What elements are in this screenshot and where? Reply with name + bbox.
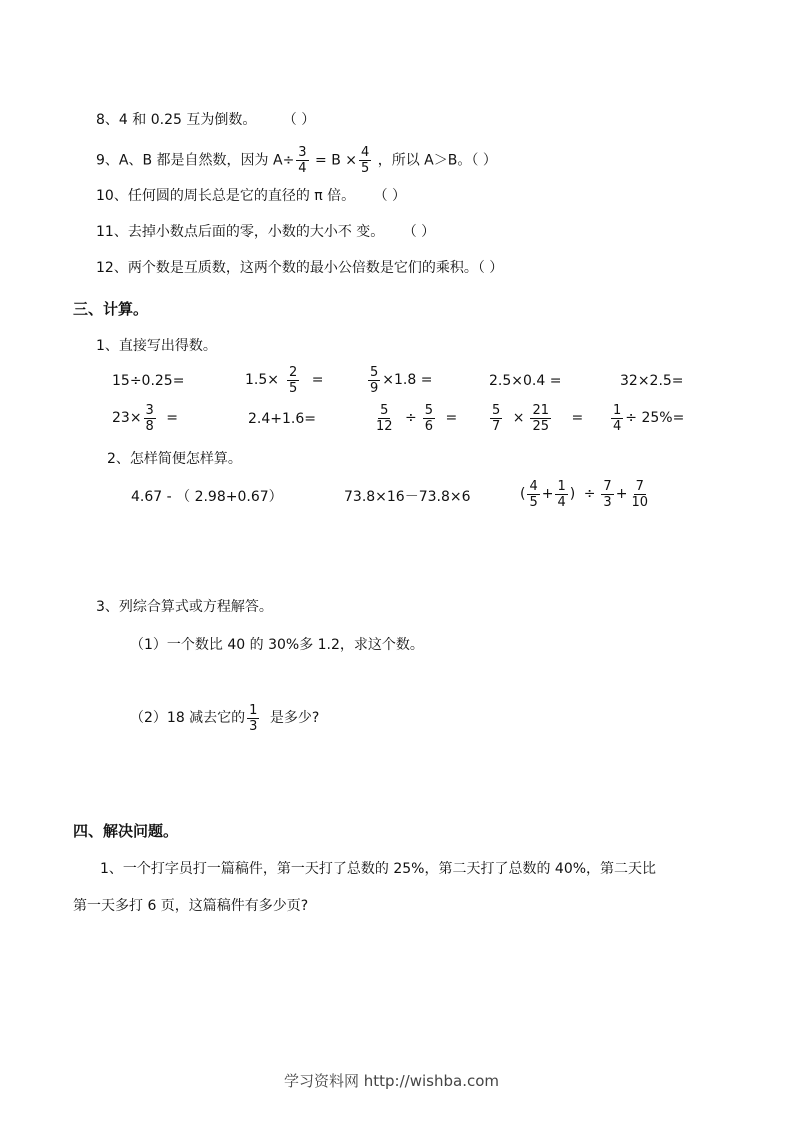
answer-paren: （ ） (402, 224, 436, 240)
fraction: $\frac{1}{4}$ (613, 402, 622, 434)
section-4-title: 四、解决问题。 (73, 822, 179, 840)
footer-watermark: 学习资料网 http://wishba.com (284, 1072, 499, 1090)
judge-q8-text: 8、4 和 0.25 互为倒数。 (96, 112, 257, 128)
problem-1-line-2: 第一天多打 6 页，这篇稿件有多少页? (73, 898, 309, 914)
calc-item: $\frac{1}{4}$ ÷ 25%= (613, 402, 685, 434)
judge-q11-text: 11、去掉小数点后面的零，小数的大小不 变。 (96, 224, 385, 240)
calc-item: 23× $\frac{3}{8}$ = (112, 402, 179, 434)
word-problem-1: （1）一个数比 40 的 30%多 1.2，求这个数。 (130, 637, 424, 653)
fraction: $\frac{5}{6}$ (424, 402, 434, 434)
fraction: $\frac{7}{3}$ (603, 478, 612, 510)
fraction: $\frac{4}{5}$ (361, 145, 370, 176)
fraction: $\frac{4}{5}$ (529, 478, 538, 510)
judge-q12 (96, 258, 503, 278)
simplify-expr: ( $\frac{4}{5}$ + $\frac{1}{4}$ ) ÷ $\frac{7}{3}$ + $\frac{7}{10}$ (520, 478, 648, 510)
part-1-title: 1、直接写出得数。 (96, 338, 217, 354)
fraction: $\frac{3}{4}$ (298, 145, 307, 176)
fraction: $\frac{1}{4}$ (557, 478, 566, 510)
fraction: $\frac{5}{12}$ (376, 402, 393, 434)
judge-q8 (96, 110, 315, 130)
judge-q11 (96, 222, 435, 242)
section-3-title: 三、计算。 (73, 300, 149, 318)
calc-item: 15÷0.25= (112, 373, 185, 389)
problem-1-line-1: 1、一个打字员打一篇稿件，第一天打了总数的 25%，第二天打了总数的 40%，第二天比 (100, 861, 657, 877)
calc-item: $\frac{5}{12}$ ÷ $\frac{5}{6}$ = (376, 402, 458, 434)
part-3-title: 3、列综合算式或方程解答。 (96, 599, 273, 615)
simplify-expr: 73.8×16－73.8×6 (344, 489, 471, 505)
fraction: $\frac{2}{5}$ (289, 364, 298, 396)
fraction: $\frac{5}{9}$ (370, 364, 379, 396)
calc-item: 32×2.5= (620, 373, 684, 389)
calc-item: 2.4+1.6= (248, 411, 316, 427)
word-problem-2: （2）18 减去它的 $\frac{1}{3}$ 是多少? (130, 702, 320, 734)
answer-paren: （ ） (282, 112, 316, 128)
judge-q12-text: 12、两个数是互质数，这两个数的最小公倍数是它们的乘积。（ ） (96, 260, 504, 276)
simplify-expr: 4.67 - （ 2.98+0.67） (131, 489, 283, 505)
part-2-title: 2、怎样简便怎样算。 (107, 451, 242, 467)
fraction: $\frac{3}{8}$ (145, 402, 154, 434)
fraction: $\frac{21}{25}$ (532, 402, 550, 434)
calc-item: 1.5× $\frac{2}{5}$ = (245, 364, 324, 396)
fraction: $\frac{1}{3}$ (249, 702, 258, 734)
judge-q9-prefix: 9、A、B 都是自然数，因为 A÷ (96, 152, 295, 169)
calc-item: $\frac{5}{7}$ × $\frac{21}{25}$ = (492, 402, 584, 434)
fraction: $\frac{5}{7}$ (492, 402, 501, 434)
judge-q10-text: 10、任何圆的周长总是它的直径的 π 倍。 (96, 188, 356, 204)
judge-q10 (96, 186, 406, 206)
calc-item: $\frac{5}{9}$ ×1.8 = (370, 364, 433, 396)
judge-q9-mid: = B × (315, 152, 357, 169)
answer-paren: （ ） (373, 188, 407, 204)
calc-item: 2.5×0.4 = (489, 373, 562, 389)
fraction: $\frac{7}{10}$ (631, 478, 648, 510)
judge-q9 (96, 146, 497, 175)
judge-q9-suffix: ，所以 A＞B。（ ） (377, 152, 497, 169)
